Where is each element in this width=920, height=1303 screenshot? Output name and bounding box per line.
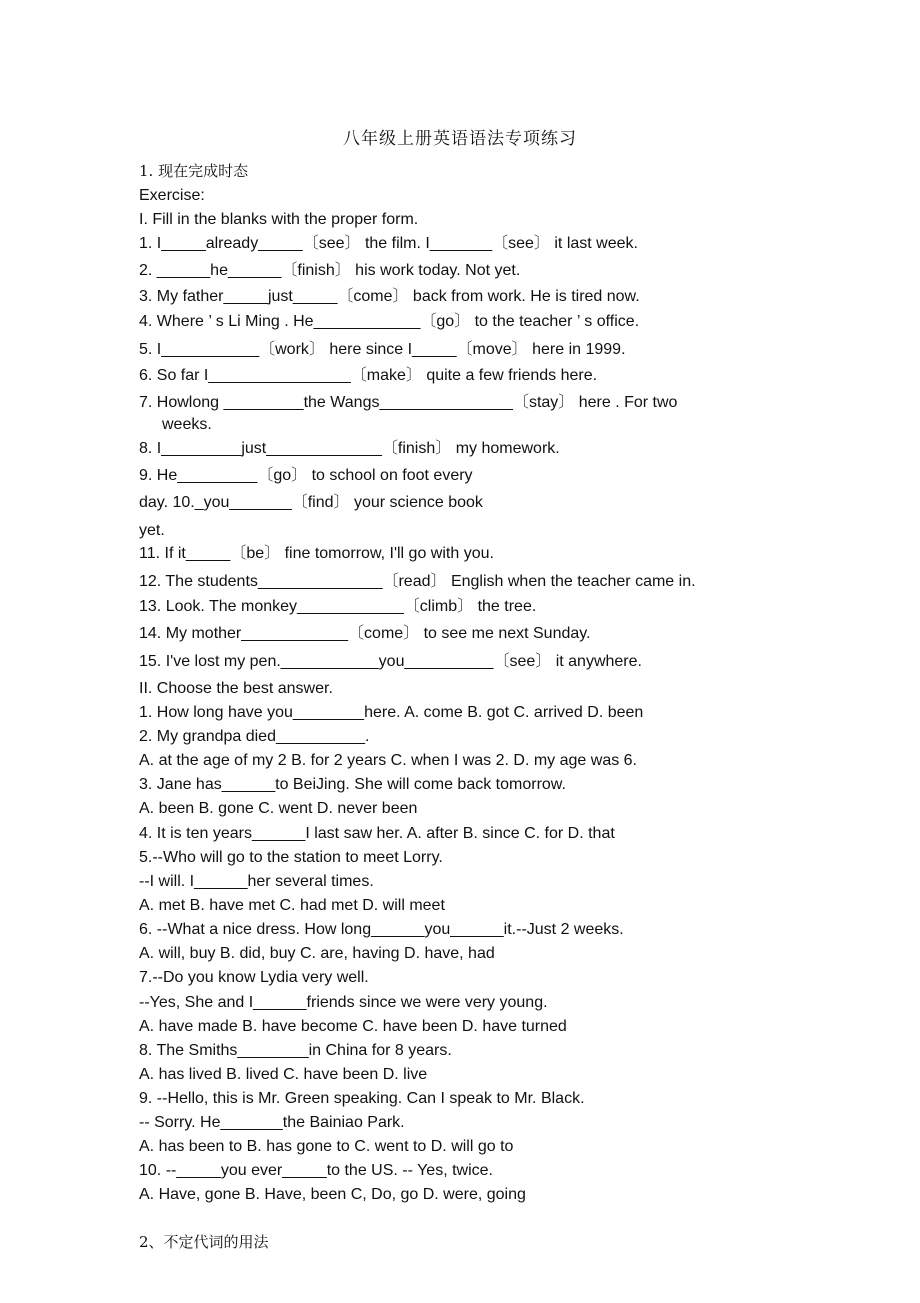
exercise-line: 6. So far I________________〔make〕 quite a few friends here.	[139, 367, 598, 384]
question-line: A. Have, gone B. Have, been C, Do, go D. were, going	[139, 1186, 526, 1203]
exercise-label: Exercise:	[139, 187, 205, 204]
exercise-line: 13. Look. The monkey____________〔climb〕 the tree.	[139, 598, 537, 615]
exercise-line: 14. My mother____________〔come〕 to see me next Sunday.	[139, 625, 591, 642]
exercise-line: 15. I've lost my pen.___________you__________〔see〕 it anywhere.	[139, 653, 642, 670]
question-line: A. has lived B. lived C. have been D. live	[139, 1066, 428, 1083]
question-line: A. been B. gone C. went D. never been	[139, 800, 418, 817]
question-line: A. has been to B. has gone to C. went to D. will go to	[139, 1138, 514, 1155]
part-heading: I. Fill in the blanks with the proper form.	[139, 211, 419, 228]
question-line: A. have made B. have become C. have been D. have turned	[139, 1018, 567, 1035]
question-line: 6. --What a nice dress. How long______you______it.--Just 2 weeks.	[139, 921, 624, 938]
question-line: A. at the age of my 2 B. for 2 years C. when I was 2. D. my age was 6.	[139, 752, 637, 769]
question-line: 7.--Do you know Lydia very well.	[139, 969, 369, 986]
exercise-line: 5. I___________〔work〕 here since I_____〔move〕 here in 1999.	[139, 341, 626, 358]
section-heading: 2、不定代词的用法	[139, 1233, 269, 1251]
question-line: 3. Jane has______to BeiJing. She will come back tomorrow.	[139, 776, 566, 793]
question-line: 2. My grandpa died__________.	[139, 728, 370, 745]
question-line: A. met B. have met C. had met D. will meet	[139, 897, 445, 914]
question-line: --I will. I______her several times.	[139, 873, 374, 890]
question-line: 9. --Hello, this is Mr. Green speaking. Can I speak to Mr. Black.	[139, 1090, 585, 1107]
exercise-line: 7. Howlong _________the Wangs_______________〔stay〕 here . For two	[139, 394, 678, 411]
exercise-line: 9. He_________〔go〕 to school on foot every	[139, 467, 473, 484]
question-line: 5.--Who will go to the station to meet Lorry.	[139, 849, 443, 866]
exercise-line: yet.	[139, 522, 165, 539]
question-line: 4. It is ten years______I last saw her. A. after B. since C. for D. that	[139, 825, 615, 842]
question-line: 8. The Smiths________in China for 8 years.	[139, 1042, 452, 1059]
exercise-line: 12. The students______________〔read〕 English when the teacher came in.	[139, 573, 696, 590]
question-line: 10. --_____you ever_____to the US. -- Yes, twice.	[139, 1162, 493, 1179]
page-title: 八年级上册英语语法专项练习	[343, 129, 577, 149]
exercise-line: 1. I_____already_____〔see〕 the film. I_______〔see〕 it last week.	[139, 235, 638, 252]
part-heading: II. Choose the best answer.	[139, 680, 333, 697]
exercise-line: 3. My father_____just_____〔come〕 back from work. He is tired now.	[139, 288, 640, 305]
section-heading: 1. 现在完成时态	[139, 162, 249, 180]
exercise-line: weeks.	[162, 416, 212, 433]
exercise-line: 11. If it_____〔be〕 fine tomorrow, I'll go with you.	[139, 545, 494, 562]
exercise-line: 8. I_________just_____________〔finish〕 my homework.	[139, 440, 560, 457]
exercise-line: day. 10._you_______〔find〕 your science book	[139, 494, 483, 511]
question-line: A. will, buy B. did, buy C. are, having D. have, had	[139, 945, 495, 962]
question-line: -- Sorry. He_______the Bainiao Park.	[139, 1114, 405, 1131]
exercise-line: 2. ______he______〔finish〕 his work today. Not yet.	[139, 262, 521, 279]
question-line: --Yes, She and I______friends since we were very young.	[139, 994, 548, 1011]
exercise-line: 4. Where ’ s Li Ming . He____________〔go〕 to the teacher ’ s office.	[139, 313, 640, 330]
question-line: 1. How long have you________here. A. come B. got C. arrived D. been	[139, 704, 644, 721]
